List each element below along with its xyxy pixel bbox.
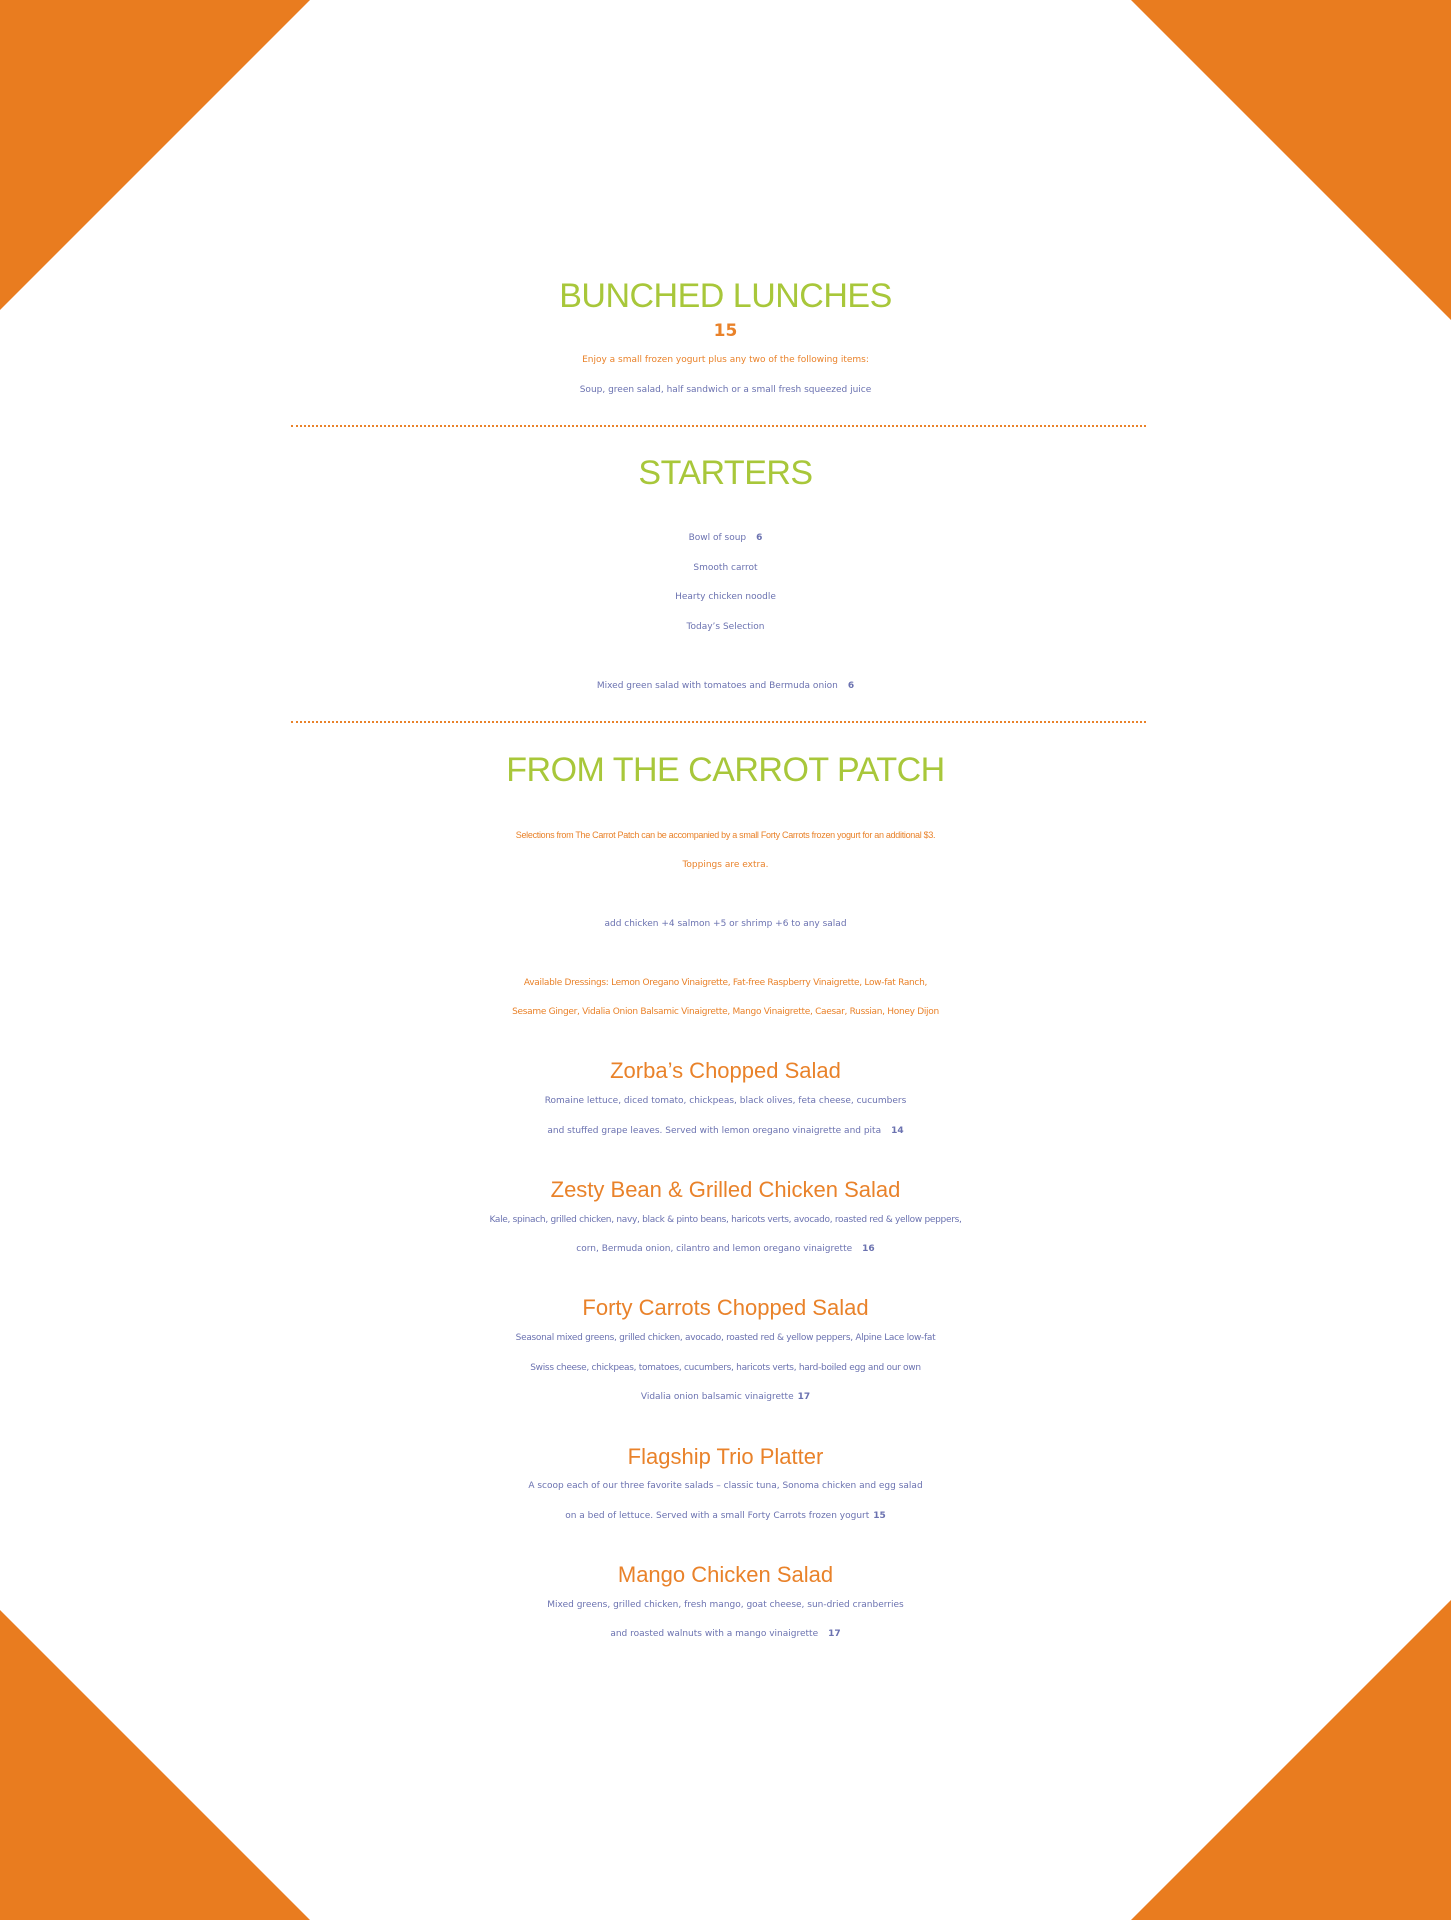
menu-item-description bbox=[0, 1383, 1451, 1412]
menu-item-description bbox=[0, 1502, 1451, 1531]
bunched-lunches-options: Soup, green salad, half sandwich or a small fresh squeezed juice bbox=[579, 385, 872, 395]
soup-menu-item bbox=[0, 524, 1451, 553]
dressings-line: Available Dressings: Lemon Oregano Vinaigrette, Fat-free Raspberry Vinaigrette, Low-fat Ranch, bbox=[523, 978, 928, 988]
corner-decoration-top-right bbox=[1131, 0, 1451, 320]
menu-item-title: Zorba’s Chopped Salad bbox=[610, 1058, 841, 1083]
menu-item-description: A scoop each of our three favorite salads – classic tuna, Sonoma chicken and egg salad bbox=[528, 1481, 923, 1491]
menu-item-description: Swiss cheese, chickpeas, tomatoes, cucumbers, haricots verts, hard-boiled egg and our own bbox=[530, 1363, 921, 1373]
menu-item-description-text: and stuffed grape leaves. Served with lemon oregano vinaigrette and pita bbox=[547, 1126, 882, 1136]
menu-item-price: 17 bbox=[828, 1629, 841, 1639]
carrot-patch-title: FROM THE CARROT PATCH bbox=[506, 751, 945, 789]
corner-decoration-top-left bbox=[0, 0, 310, 310]
section-divider bbox=[291, 425, 1146, 427]
menu-item-description bbox=[0, 1117, 1451, 1146]
menu-item-description: Seasonal mixed greens, grilled chicken, avocado, roasted red & yellow peppers, Alpine Lace low-fat bbox=[515, 1333, 936, 1343]
soup-option: Smooth carrot bbox=[693, 563, 758, 573]
menu-item-description bbox=[0, 1235, 1451, 1264]
menu-item-description-text: on a bed of lettuce. Served with a small Forty Carrots frozen yogurt bbox=[565, 1511, 870, 1521]
soup-option: Hearty chicken noodle bbox=[675, 592, 776, 602]
green-salad-menu-item bbox=[0, 672, 1451, 701]
menu-item-price: 15 bbox=[873, 1511, 886, 1521]
dressings-line: Sesame Ginger, Vidalia Onion Balsamic Vinaigrette, Mango Vinaigrette, Caesar, Russian, Honey Dijon bbox=[512, 1007, 939, 1017]
bunched-lunches-price-value: 15 bbox=[713, 321, 738, 341]
menu-item-description bbox=[0, 1620, 1451, 1649]
bunched-lunches-title: BUNCHED LUNCHES bbox=[559, 277, 892, 315]
corner-decoration-bottom-left bbox=[0, 1610, 310, 1920]
menu-item-description-text: and roasted walnuts with a mango vinaigrette bbox=[610, 1629, 819, 1639]
menu-item-description-text: Vidalia onion balsamic vinaigrette bbox=[640, 1392, 794, 1402]
menu-item-description: Mixed greens, grilled chicken, fresh mango, goat cheese, sun-dried cranberries bbox=[547, 1600, 904, 1610]
menu-item-title: Flagship Trio Platter bbox=[627, 1444, 824, 1469]
starters-title: STARTERS bbox=[638, 454, 813, 492]
carrot-patch-note: Selections from The Carrot Patch can be accompanied by a small Forty Carrots frozen yogurt for an additional $3. bbox=[515, 830, 936, 840]
menu-item-price: 16 bbox=[862, 1244, 875, 1254]
salad-addons: add chicken +4 salmon +5 or shrimp +6 to any salad bbox=[604, 919, 847, 929]
bunched-lunches-price bbox=[0, 318, 1451, 347]
section-divider bbox=[291, 721, 1146, 723]
menu-item-title: Forty Carrots Chopped Salad bbox=[582, 1295, 869, 1320]
green-salad-price: 6 bbox=[847, 681, 855, 691]
soup-option: Today’s Selection bbox=[686, 622, 765, 632]
menu-item-price: 17 bbox=[797, 1392, 811, 1402]
toppings-note: Toppings are extra. bbox=[682, 860, 769, 870]
soup-price: 6 bbox=[756, 533, 763, 543]
soup-label: Bowl of soup bbox=[688, 533, 747, 543]
menu-item-description: Kale, spinach, grilled chicken, navy, black & pinto beans, haricots verts, avocado, roasted red & yellow peppers, bbox=[489, 1215, 962, 1225]
menu-item-price: 14 bbox=[891, 1126, 904, 1136]
menu-item-description-text: corn, Bermuda onion, cilantro and lemon oregano vinaigrette bbox=[576, 1244, 853, 1254]
menu-item-title: Mango Chicken Salad bbox=[617, 1562, 834, 1587]
bunched-lunches-description: Enjoy a small frozen yogurt plus any two of the following items: bbox=[582, 355, 869, 365]
menu-item-title: Zesty Bean & Grilled Chicken Salad bbox=[550, 1177, 901, 1202]
menu-item-description: Romaine lettuce, diced tomato, chickpeas, black olives, feta cheese, cucumbers bbox=[544, 1096, 907, 1106]
green-salad-label: Mixed green salad with tomatoes and Bermuda onion bbox=[596, 681, 838, 691]
